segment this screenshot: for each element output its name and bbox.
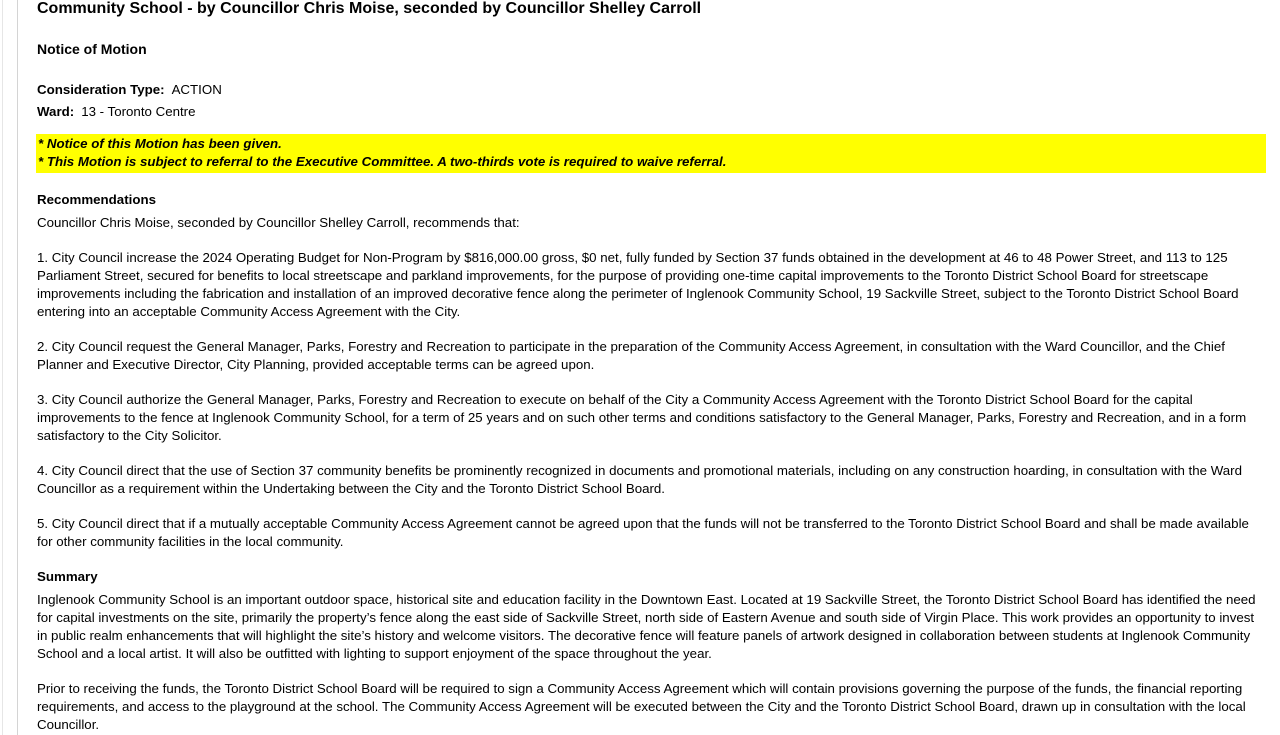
ward-row [37,103,1266,121]
page-title: Community School - by Councillor Chris Moise, seconded by Councillor Shelley Carroll [37,0,702,17]
recommendations-heading: Recommendations [37,192,156,207]
notice-banner-line-1: * Notice of this Motion has been given. [38,136,282,151]
recommendation-paragraph-4: 4. City Council direct that the use of Section 37 community benefits be prominently recognized in documents and promotional materials, including on any construction hoarding, in consultation with the Ward Councillor as a requirement within the Undertaking between the City and the Toronto District School Board. [37,463,1243,496]
notice-highlight-banner [36,134,1266,173]
left-outer-border [2,0,3,735]
consideration-type-row [37,81,1266,99]
recommendation-paragraph-5: 5. City Council direct that if a mutually acceptable Community Access Agreement cannot be agreed upon that the funds will not be transferred to the Toronto District School Board and shall be made available for other community facilities in the local community. [37,516,1249,549]
summary-paragraph-1: Inglenook Community School is an important outdoor space, historical site and education facility in the Downtown East. Located at 19 Sackville Street, the Toronto District School Board has identified the need for capital investments on the site, primarily the property’s fence along the east side of Sackville Street, north side of Eastern Avenue and south side of Virgin Place. This work provides an opportunity to invest in public realm enhancements that will highlight the site’s history and welcome visitors. The decorative fence will feature panels of artwork designed in collaboration between students at Inglenook Community School and a local artist. It will also be outfitted with lighting to support enjoyment of the space throughout the year. [37,592,1256,661]
summary-heading: Summary [37,569,98,584]
consideration-type-label: Consideration Type: [37,82,165,97]
ward-label: Ward: [37,104,75,119]
consideration-type-value: ACTION [171,82,222,97]
summary-paragraph-2: Prior to receiving the funds, the Toronto District School Board will be required to sign a Community Access Agreement which will contain provisions governing the purpose of the funds, the financial reporting requirements, and access to the playground at the school. The Community Access Agreement will be executed between the City and the Toronto District School Board, drawn up in consultation with the local Councillor. [37,681,1246,732]
recommendation-paragraph-3: 3. City Council authorize the General Manager, Parks, Forestry and Recreation to execute on behalf of the City a Community Access Agreement with the Toronto District School Board for the capital improvements to the fence at Inglenook Community School, for a term of 25 years and on such other terms and conditions satisfactory to the General Manager, Parks, Forestry and Recreation, and in a form satisfactory to the City Solicitor. [37,392,1247,443]
notice-banner-line-2: * This Motion is subject to referral to the Executive Committee. A two-thirds vote is required to waive referral. [38,154,727,169]
spacer [36,173,1266,190]
ward-value: 13 - Toronto Centre [81,104,196,119]
meta-block [37,81,1266,121]
left-inner-border [17,0,18,735]
recommendation-paragraph-2: 2. City Council request the General Manager, Parks, Forestry and Recreation to participate in the preparation of the Community Access Agreement, in consultation with the Ward Councillor, and the Chief Planner and Executive Director, City Planning, provided acceptable terms can be agreed upon. [37,339,1225,372]
recommendations-intro: Councillor Chris Moise, seconded by Councillor Shelley Carroll, recommends that: [37,215,520,230]
document-content [36,0,1266,735]
recommendation-paragraph-1: 1. City Council increase the 2024 Operating Budget for Non-Program by $816,000.00 gross, $0 net, fully funded by Section 37 funds obtained in the development at 46 to 48 Power Street, and 113 to 125 Parliament Street, secured for benefits to local streetscape and parkland improvements, for the purpose of providing one-time capital improvements to the Toronto District School Board for streetscape improvements including the fabrication and installation of an improved decorative fence along the perimeter of Inglenook Community School, 19 Sackville Street, subject to the Toronto District School Board entering into an acceptable Community Access Agreement with the City. [37,250,1239,319]
motion-type-heading: Notice of Motion [37,41,147,57]
